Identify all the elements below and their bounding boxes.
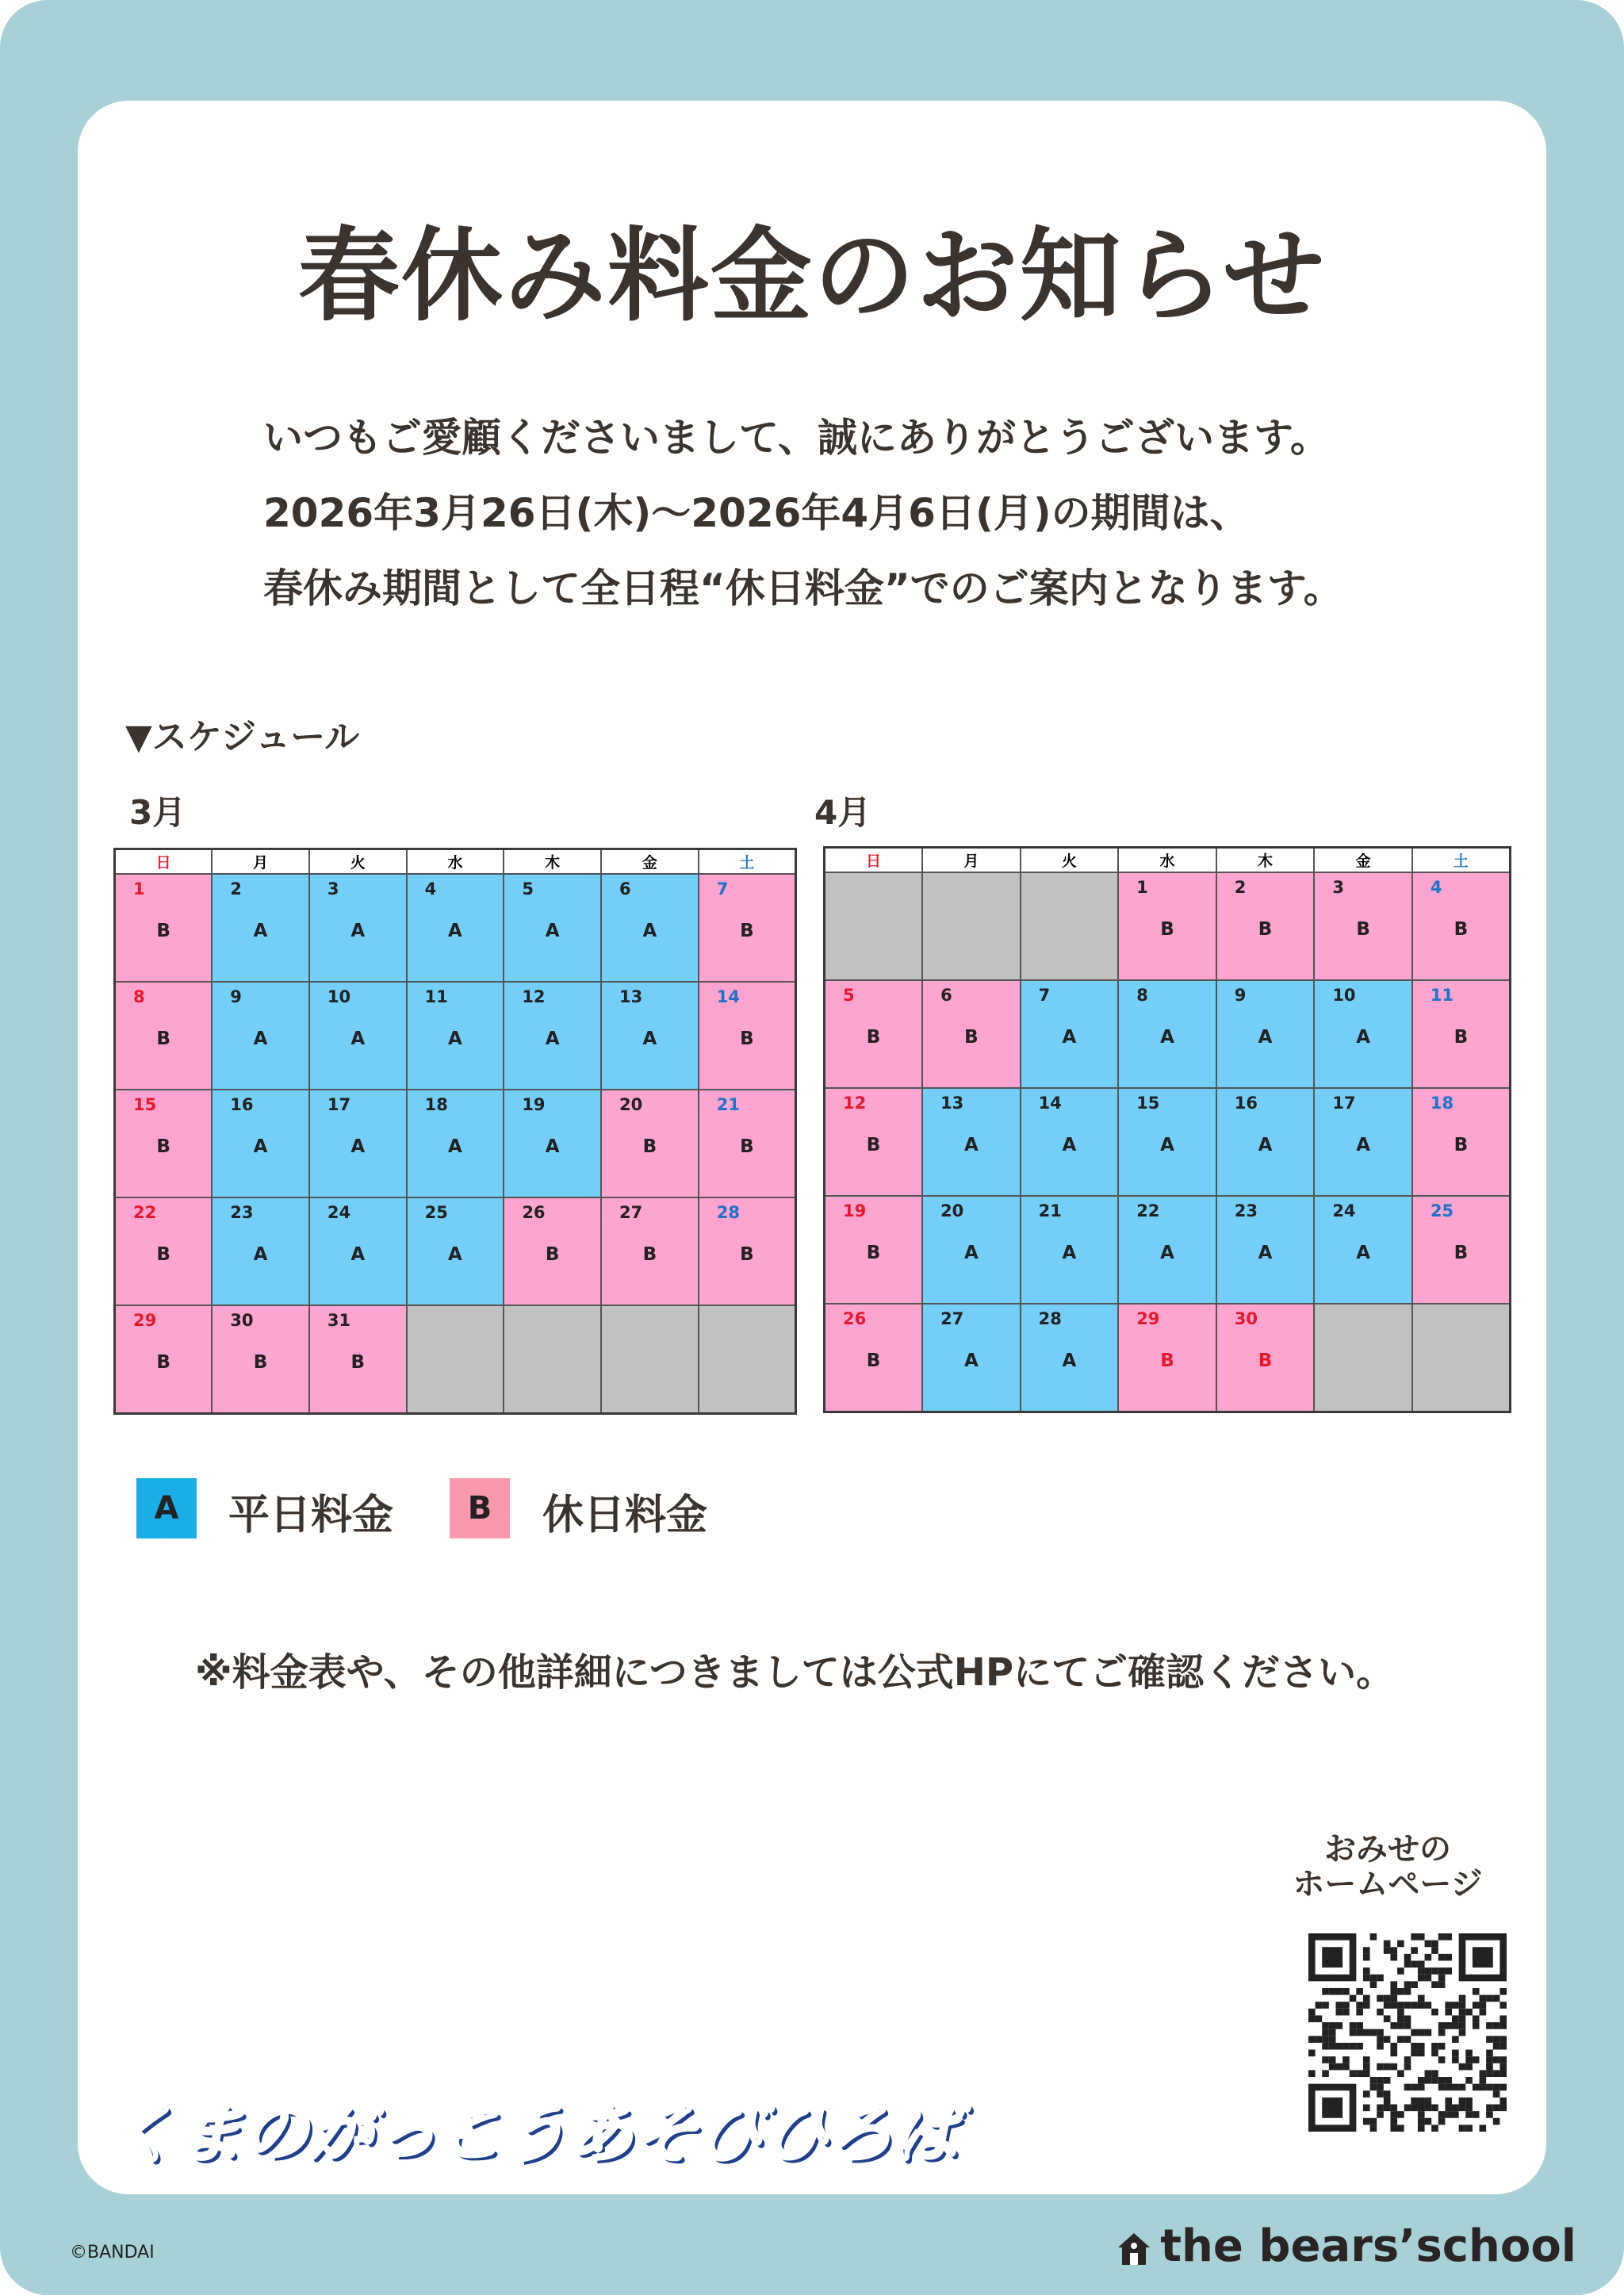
day-number: 24 [327, 1203, 351, 1222]
rate-code: A [1062, 1243, 1077, 1263]
rate-code: A [1258, 1135, 1273, 1155]
calendar-day-cell [1216, 1088, 1315, 1196]
day-number: 20 [940, 1201, 964, 1220]
weekday-header: 日 [115, 849, 213, 875]
rate-code: A [350, 1244, 366, 1265]
day-number: 7 [716, 879, 729, 898]
rate-code: A [1356, 1027, 1370, 1048]
calendar-day-cell [1021, 1304, 1119, 1412]
calendar-day-cell [309, 1090, 407, 1197]
rate-code: B [642, 1244, 657, 1265]
calendar-day-cell [309, 1197, 407, 1305]
rate-code: A [1356, 1243, 1370, 1263]
intro-line: 春休み期間として全日程“休日料金”でのご案内となります。 [263, 565, 1343, 611]
brand-logo [1116, 2220, 1576, 2272]
rate-code: A [253, 1136, 268, 1157]
day-number: 23 [1234, 1201, 1258, 1220]
intro-line: いつもご愛顧くださいまして、誠にありがとうございます。 [263, 415, 1330, 461]
day-number: 15 [1136, 1094, 1160, 1113]
calendar-day-cell [1314, 872, 1412, 980]
day-number: 2 [1234, 878, 1247, 897]
calendar-day-cell [1118, 980, 1216, 1088]
march-label: 3月 [129, 793, 186, 832]
calendar-empty-cell [922, 872, 1021, 980]
rate-code: B [1454, 1243, 1469, 1263]
intro-text [263, 400, 1343, 626]
calendar-day-cell [699, 982, 796, 1090]
calendar-day-cell [309, 874, 407, 982]
day-number: 12 [522, 987, 546, 1006]
rate-code: A [1062, 1135, 1077, 1155]
calendar-day-cell [601, 1197, 699, 1305]
day-number: 4 [424, 879, 437, 898]
day-number: 2 [230, 879, 242, 898]
day-number: 16 [230, 1095, 254, 1114]
calendar-day-cell [922, 980, 1021, 1088]
rate-code: B [156, 921, 170, 941]
calendar-day-cell [309, 982, 407, 1090]
rate-code: A [963, 1135, 979, 1155]
day-number: 18 [1430, 1094, 1454, 1113]
day-number: 9 [230, 987, 242, 1006]
rate-code: B [545, 1244, 560, 1265]
rate-code: A [1258, 1027, 1273, 1048]
calendar-empty-cell [1021, 872, 1119, 980]
day-number: 6 [619, 879, 631, 898]
day-number: 12 [843, 1094, 867, 1113]
day-number: 30 [1234, 1309, 1258, 1328]
rate-code: B [866, 1027, 881, 1048]
day-number: 1 [133, 879, 145, 898]
rate-code: A [448, 921, 462, 941]
weekday-header: 金 [1314, 848, 1412, 873]
calendar-day-cell [1118, 1304, 1216, 1412]
day-number: 5 [522, 879, 534, 898]
rate-code: B [1356, 919, 1370, 940]
rate-code: A [253, 1029, 268, 1049]
calendar-day-cell [601, 1090, 699, 1197]
day-number: 31 [327, 1311, 351, 1330]
day-number: 26 [843, 1309, 867, 1328]
day-number: 14 [716, 987, 740, 1006]
page-title: 春休み料金のお知らせ [297, 217, 1327, 335]
legend-b-label: 休日料金 [542, 1492, 708, 1539]
april-label: 4月 [814, 793, 871, 832]
rate-code: A [963, 1243, 979, 1263]
calendar-day-cell [601, 874, 699, 982]
rate-code: A [1356, 1135, 1370, 1155]
calendar-day-cell [1021, 980, 1119, 1088]
kumanogakkou-logo: くまのがっこうあそびひろば [111, 2094, 957, 2171]
rate-code: B [642, 1136, 657, 1157]
march-calendar [113, 848, 797, 1415]
day-number: 28 [1038, 1309, 1062, 1328]
day-number: 11 [1430, 986, 1454, 1005]
calendar-day-cell [825, 1088, 923, 1196]
day-number: 14 [1038, 1094, 1062, 1113]
calendar-day-cell [212, 1197, 309, 1305]
day-number: 11 [424, 987, 448, 1006]
rate-code: B [740, 1136, 754, 1157]
calendar-day-cell [309, 1305, 407, 1414]
calendar-day-cell [1216, 980, 1315, 1088]
day-number: 25 [424, 1203, 448, 1222]
legend-a-swatch: A [136, 1478, 197, 1538]
calendar-day-cell [115, 1197, 213, 1305]
day-number: 27 [619, 1203, 643, 1222]
rate-code: B [866, 1351, 881, 1371]
day-number: 7 [1038, 986, 1051, 1005]
rate-code: A [963, 1351, 979, 1371]
homepage-label-line1: おみせの [1324, 1831, 1451, 1868]
intro-line: 2026年3月26日(木)〜2026年4月6日(月)の期間は、 [263, 490, 1250, 536]
rate-code: B [156, 1244, 170, 1265]
calendar-day-cell [407, 1090, 504, 1197]
calendar-day-cell [212, 1090, 309, 1197]
rate-code: B [866, 1243, 881, 1263]
homepage-qr-code[interactable] [1308, 1933, 1507, 2132]
calendar-day-cell [1216, 1196, 1315, 1304]
rate-code: B [350, 1352, 366, 1373]
calendar-empty-cell [407, 1305, 504, 1414]
day-number: 9 [1234, 986, 1247, 1005]
calendar-day-cell [1314, 1196, 1412, 1304]
legend-a-label: 平日料金 [228, 1492, 394, 1539]
weekday-header: 木 [504, 849, 601, 875]
day-number: 6 [940, 986, 952, 1005]
rate-code: B [866, 1135, 881, 1155]
weekday-header: 水 [407, 849, 504, 875]
day-number: 8 [1136, 986, 1148, 1005]
calendar-day-cell [115, 1090, 213, 1197]
day-number: 22 [1136, 1201, 1160, 1220]
day-number: 18 [424, 1095, 448, 1114]
day-number: 20 [619, 1095, 643, 1114]
rate-code: B [156, 1136, 170, 1157]
rate-code: B [1258, 919, 1273, 940]
calendar-day-cell [1118, 1088, 1216, 1196]
weekday-header: 日 [825, 848, 923, 873]
day-number: 13 [619, 987, 643, 1006]
calendar-day-cell [699, 1090, 796, 1197]
calendar-day-cell [407, 982, 504, 1090]
calendar-day-cell [504, 1197, 601, 1305]
calendar-empty-cell [504, 1305, 601, 1414]
april-calendar [823, 846, 1511, 1413]
calendar-day-cell [407, 874, 504, 982]
rate-code: A [253, 921, 268, 941]
weekday-header: 土 [1412, 848, 1511, 873]
calendar-day-cell [1412, 1088, 1511, 1196]
calendar-day-cell [1118, 872, 1216, 980]
calendar-day-cell [115, 982, 213, 1090]
rate-code: B [1454, 919, 1469, 940]
rate-code: B [1160, 1351, 1174, 1371]
calendar-day-cell [212, 874, 309, 982]
calendar-day-cell [115, 874, 213, 982]
calendar-empty-cell [601, 1305, 699, 1414]
house-icon [1116, 2231, 1152, 2267]
day-number: 13 [940, 1094, 964, 1113]
calendar-day-cell [504, 874, 601, 982]
calendar-day-cell [407, 1197, 504, 1305]
calendar-day-cell [1216, 872, 1315, 980]
rate-code: B [964, 1027, 979, 1048]
rate-code: A [642, 921, 657, 941]
day-number: 29 [1136, 1309, 1160, 1328]
calendar-day-cell [1412, 980, 1511, 1088]
day-number: 1 [1136, 878, 1148, 897]
rate-code: A [350, 921, 366, 941]
rate-code: B [156, 1029, 170, 1049]
day-number: 24 [1332, 1201, 1356, 1220]
day-number: 19 [522, 1095, 546, 1114]
brand-text: the bears’school [1160, 2220, 1576, 2272]
rate-code: A [448, 1136, 462, 1157]
day-number: 15 [133, 1095, 157, 1114]
calendar-day-cell [1314, 1088, 1412, 1196]
calendar-day-cell [1021, 1196, 1119, 1304]
rate-code: A [350, 1136, 366, 1157]
day-number: 28 [716, 1203, 740, 1222]
weekday-header: 火 [1021, 848, 1119, 873]
calendar-day-cell [1412, 1196, 1511, 1304]
calendar-empty-cell [1314, 1304, 1412, 1412]
day-number: 16 [1234, 1094, 1258, 1113]
rate-code: B [1454, 1027, 1469, 1048]
rate-code: A [1160, 1243, 1174, 1263]
rate-code: A [253, 1244, 268, 1265]
calendar-empty-cell [1412, 1304, 1511, 1412]
calendar-day-cell [922, 1088, 1021, 1196]
calendar-day-cell [212, 982, 309, 1090]
weekday-header: 月 [212, 849, 309, 875]
rate-code: B [740, 1244, 754, 1265]
rate-code: A [642, 1029, 657, 1049]
day-number: 30 [230, 1311, 254, 1330]
calendar-day-cell [1216, 1304, 1315, 1412]
day-number: 3 [327, 879, 339, 898]
calendar-day-cell [699, 1197, 796, 1305]
rate-code: B [1258, 1351, 1273, 1371]
day-number: 23 [230, 1203, 254, 1222]
weekday-header: 金 [601, 849, 699, 875]
day-number: 26 [522, 1203, 546, 1222]
rate-code: B [253, 1352, 268, 1373]
calendar-day-cell [1021, 1088, 1119, 1196]
weekday-header: 土 [699, 849, 796, 875]
day-number: 4 [1430, 878, 1442, 897]
rate-code: B [156, 1352, 170, 1373]
rate-code: B [740, 1029, 754, 1049]
day-number: 21 [716, 1095, 740, 1114]
rate-code: B [740, 921, 754, 941]
day-number: 27 [940, 1309, 964, 1328]
calendar-day-cell [601, 982, 699, 1090]
day-number: 8 [133, 987, 145, 1006]
rate-code: B [1160, 919, 1174, 940]
calendar-day-cell [699, 874, 796, 982]
calendar-day-cell [115, 1305, 213, 1414]
rate-code: A [1160, 1135, 1174, 1155]
calendar-empty-cell [699, 1305, 796, 1414]
weekday-header: 火 [309, 849, 407, 875]
rate-code: A [545, 1136, 560, 1157]
day-number: 5 [843, 986, 855, 1005]
calendar-day-cell [825, 1196, 923, 1304]
day-number: 3 [1332, 878, 1344, 897]
schedule-heading: ▼スケジュール [125, 717, 360, 757]
rate-code: A [448, 1029, 462, 1049]
calendar-day-cell [1412, 872, 1511, 980]
calendar-day-cell [825, 980, 923, 1088]
calendar-day-cell [1314, 980, 1412, 1088]
day-number: 25 [1430, 1201, 1454, 1220]
calendar-day-cell [922, 1196, 1021, 1304]
calendar-day-cell [504, 1090, 601, 1197]
day-number: 22 [133, 1203, 157, 1222]
day-number: 29 [133, 1311, 157, 1330]
rate-code: A [1062, 1351, 1077, 1371]
rate-code: A [1258, 1243, 1273, 1263]
rate-code: A [1062, 1027, 1077, 1048]
day-number: 10 [1332, 986, 1356, 1005]
rate-code: A [350, 1029, 366, 1049]
weekday-header: 木 [1216, 848, 1315, 873]
homepage-label-line2: ホームページ [1293, 1866, 1483, 1902]
weekday-header: 月 [922, 848, 1021, 873]
copyright-text: ©BANDAI [70, 2243, 155, 2262]
rate-code: B [1454, 1135, 1469, 1155]
rate-code: A [545, 1029, 560, 1049]
calendar-day-cell [212, 1305, 309, 1414]
rate-code: A [448, 1244, 462, 1265]
day-number: 19 [843, 1201, 867, 1220]
legend-b-swatch: B [450, 1478, 510, 1538]
details-note: ※料金表や、その他詳細につきましては公式HPにてご確認ください。 [195, 1650, 1395, 1695]
day-number: 17 [1332, 1094, 1356, 1113]
rate-code: A [1160, 1027, 1174, 1048]
rate-code: A [545, 921, 560, 941]
calendar-day-cell [825, 1304, 923, 1412]
calendar-day-cell [1118, 1196, 1216, 1304]
day-number: 17 [327, 1095, 351, 1114]
day-number: 21 [1038, 1201, 1062, 1220]
calendar-day-cell [504, 982, 601, 1090]
homepage-label [1293, 1832, 1483, 1902]
weekday-header: 水 [1118, 848, 1216, 873]
calendar-empty-cell [825, 872, 923, 980]
day-number: 10 [327, 987, 351, 1006]
calendar-day-cell [922, 1304, 1021, 1412]
